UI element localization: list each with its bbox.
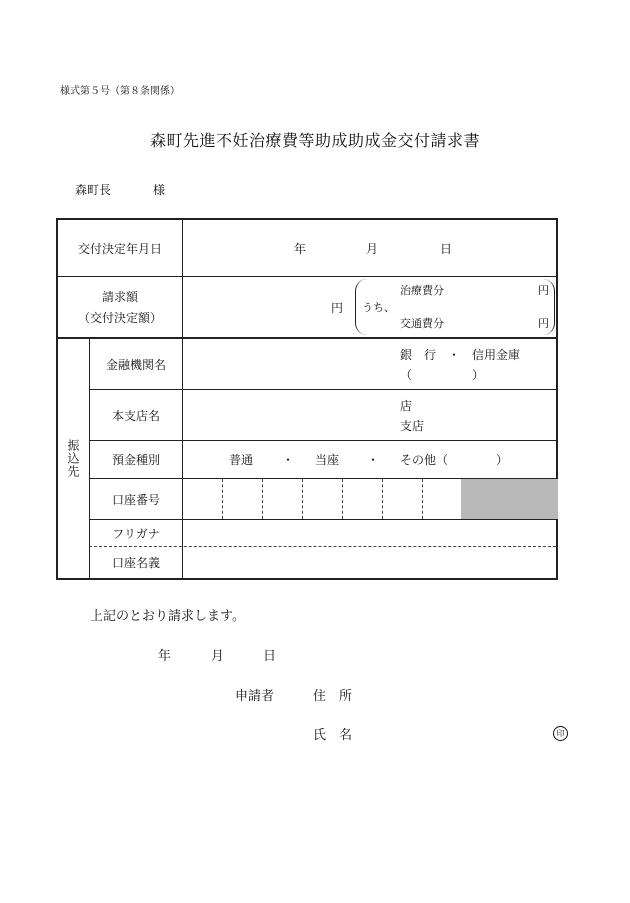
amount-yen: 円 <box>331 300 344 315</box>
account-type-other: その他（ ） <box>400 453 509 467</box>
form-title: 森町先進不妊治療費等助成助成金交付請求書 <box>149 131 480 150</box>
column-divider <box>182 220 183 578</box>
decision-date-label: 交付決定年月日 <box>77 241 162 256</box>
account-type-ordinary: 普通 <box>229 453 254 467</box>
amount-label-line1: 請求額 <box>101 290 138 304</box>
addressee-name: 森町長 <box>75 183 112 197</box>
decision-year: 年 <box>294 241 307 256</box>
account-type-label: 預金種別 <box>111 453 160 467</box>
footer-date-day: 日 <box>263 649 277 664</box>
breakdown-prefix: うち、 <box>362 301 395 314</box>
address-label: 住 所 <box>313 689 353 704</box>
furigana-label: フリガナ <box>112 526 160 541</box>
account-number-shaded-cell <box>461 479 558 519</box>
request-form-table <box>56 218 558 580</box>
digit-box-divider <box>382 479 383 519</box>
treatment-cost-label: 治療費分 <box>400 284 444 297</box>
branch-main: 店 <box>400 398 413 413</box>
honorific: 様 <box>153 183 166 197</box>
decision-month: 月 <box>366 241 379 256</box>
separator-dot: ・ <box>282 453 295 467</box>
bank-name-label: 金融機関名 <box>105 357 166 372</box>
branch-label: 本支店名 <box>111 408 160 423</box>
name-label: 氏 名 <box>313 728 353 743</box>
digit-box-divider <box>222 479 223 519</box>
treatment-cost-yen: 円 <box>538 284 549 297</box>
addressee <box>75 181 165 198</box>
applicant-label: 申請者 <box>235 689 275 704</box>
transfer-label-text: 振込先 <box>66 439 80 478</box>
account-type-current: 当座 <box>315 453 340 467</box>
transport-cost-yen: 円 <box>538 317 549 330</box>
seal-icon: 印 <box>553 726 568 741</box>
digit-box-divider <box>302 479 303 519</box>
separator-dot: ・ <box>367 453 380 467</box>
decision-day: 日 <box>440 241 453 256</box>
branch-sub: 支店 <box>400 418 425 433</box>
account-holder-label: 口座名義 <box>111 556 160 570</box>
footer-date-month: 月 <box>211 649 225 664</box>
transport-cost-label: 交通費分 <box>400 317 444 330</box>
request-statement: 上記のとおり請求します。 <box>90 609 245 624</box>
account-number-label: 口座番号 <box>111 492 160 507</box>
digit-box-divider <box>262 479 263 519</box>
transfer-label <box>58 339 89 578</box>
digit-box-divider <box>422 479 423 519</box>
form-number: 様式第５号（第８条関係） <box>60 86 180 97</box>
footer-date-year: 年 <box>158 649 172 664</box>
amount-label-line2: （交付決定額） <box>77 311 162 325</box>
bank-other: （ ） <box>400 367 485 382</box>
amount-label <box>58 277 182 337</box>
bank-types: 銀 行 ・ 信用金庫 <box>400 347 521 362</box>
digit-box-divider <box>342 479 343 519</box>
